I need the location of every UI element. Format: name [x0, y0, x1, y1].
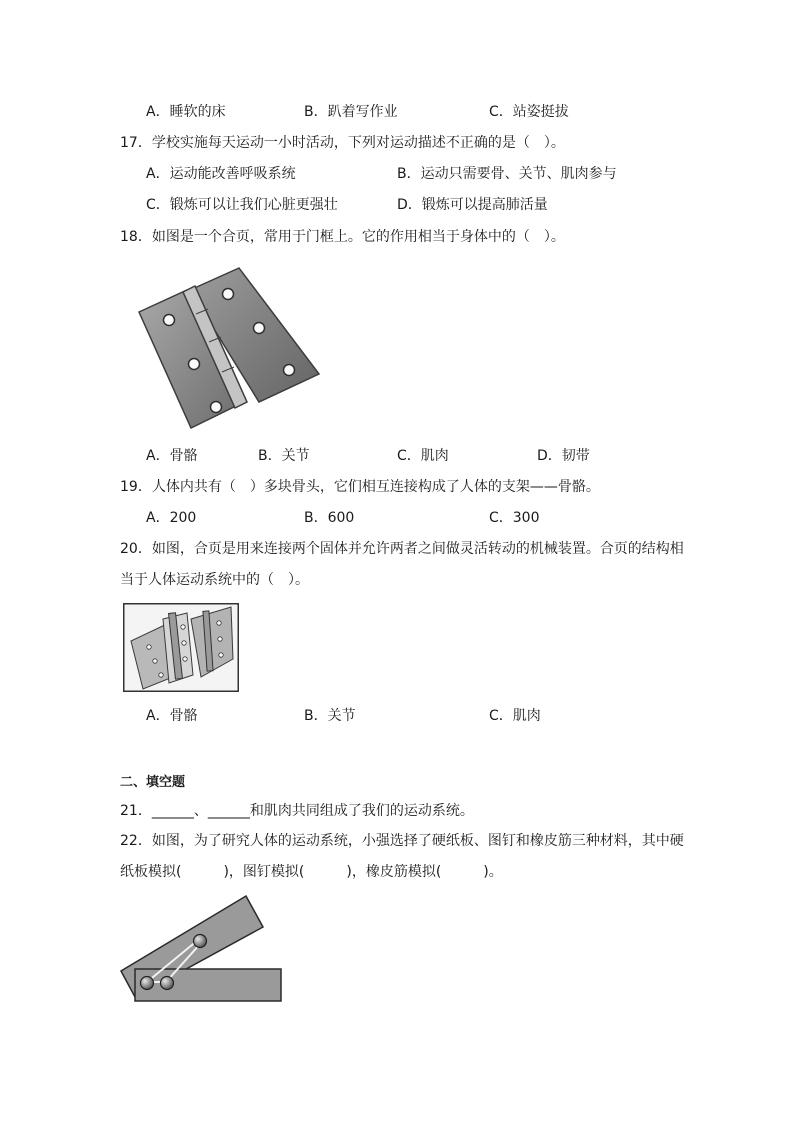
q17-option-b: B．运动只需要骨、关节、肌肉参与	[397, 166, 617, 182]
q19-option-b: B．600	[304, 510, 355, 526]
hinge-figure-2	[123, 603, 239, 692]
q19-option-a: A．200	[146, 510, 197, 526]
q17-option-a: A．运动能改善呼吸系统	[146, 166, 296, 182]
q16-option-a: A．睡软的床	[146, 104, 226, 120]
q22-stem-line2: 纸板模拟( )，图钉模拟( )，橡皮筋模拟( )。	[120, 864, 503, 880]
q20-stem-line2: 当于人体运动系统中的（ ）。	[120, 572, 309, 588]
q17-option-d: D．锻炼可以提高肺活量	[397, 197, 548, 213]
q18-option-b: B．关节	[258, 448, 310, 464]
q22-stem-line1: 22．如图，为了研究人体的运动系统，小强选择了硬纸板、图钉和橡皮筋三种材料，其中硬	[120, 833, 684, 849]
q19-stem: 19．人体内共有（ ）多块骨头，它们相互连接构成了人体的支架——骨骼。	[120, 479, 600, 495]
q16-option-c: C．站姿挺拔	[489, 104, 569, 120]
q18-option-a: A．骨骼	[146, 448, 198, 464]
q21-stem: 21．______、______和肌肉共同组成了我们的运动系统。	[120, 803, 474, 819]
q20-option-c: C．肌肉	[489, 708, 541, 724]
section-title-fill-in: 二、填空题	[120, 775, 186, 790]
q20-option-a: A．骨骼	[146, 708, 198, 724]
q20-stem-line1: 20．如图，合页是用来连接两个固体并允许两者之间做灵活转动的机械装置。合页的结构相	[120, 541, 684, 557]
hinge-figure-1	[135, 262, 325, 434]
q17-stem: 17．学校实施每天运动一小时活动，下列对运动描述不正确的是（ ）。	[120, 135, 565, 151]
q18-option-c: C．肌肉	[397, 448, 449, 464]
q17-option-c: C．锻炼可以让我们心脏更强壮	[146, 197, 338, 213]
q18-option-d: D．韧带	[537, 448, 590, 464]
q20-option-b: B．关节	[304, 708, 356, 724]
q18-stem: 18．如图是一个合页，常用于门框上。它的作用相当于身体中的（ ）。	[120, 229, 565, 245]
q19-option-c: C．300	[489, 510, 540, 526]
cardboard-model-figure	[118, 893, 286, 1005]
q16-option-b: B．趴着写作业	[304, 104, 398, 120]
